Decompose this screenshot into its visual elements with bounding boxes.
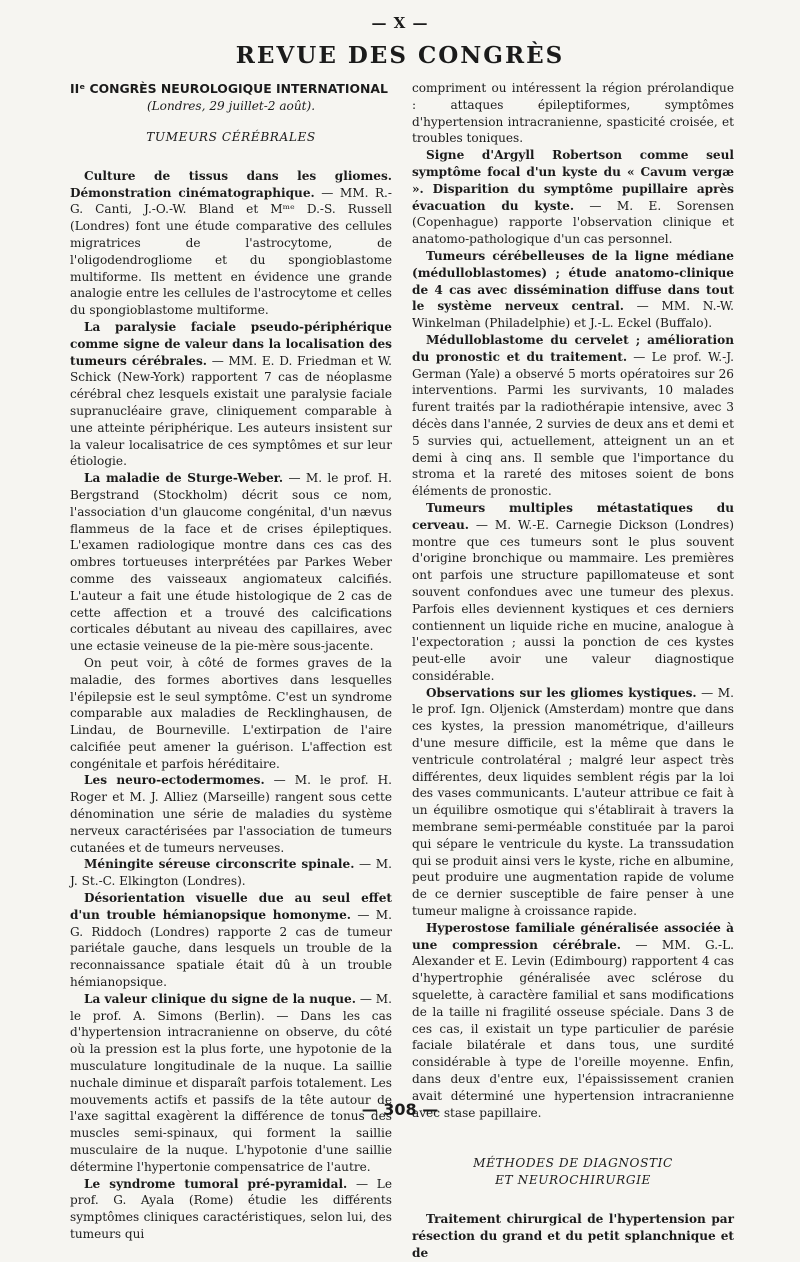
paragraph	[70, 470, 392, 655]
paragraph	[70, 772, 392, 856]
paragraph	[70, 856, 392, 890]
paragraph-text: compriment ou intéressent la région prérolandique : attaques épileptiformes, symptômes d'hypertension intracranienne, spasticité croisée, et troubles toniques.	[412, 81, 734, 146]
paragraph-heading: Traitement chirurgical de l'hypertension par résection du grand et du petit splanchnique et de	[412, 1212, 734, 1260]
paragraph-heading: Le syndrome tumoral pré-pyramidal.	[84, 1176, 348, 1191]
conference-place: (Londres, 29 juillet-2 août).	[146, 99, 316, 113]
paragraph-heading: Méningite séreuse circonscrite spinale.	[84, 857, 355, 872]
paragraph-heading: Tumeurs cérébelleuses de la ligne médiane (médulloblastomes) ; étude anatomo-clinique de 4 cas avec dissémination diffuse dans tout le système nerveux central.	[412, 248, 734, 314]
paragraph-text: — MM. R.-G. Canti, J.-O.-W. Bland et Mᵐᵉ D.-S. Russell (Londres) font une étude comparative des cellules migratrices de l'astrocytome, de l'oligodendrogliome et du spongioblastome multiforme. Ils mettent en évidence une grande analogie entre les cellules de l'astrocytome et celles du spongioblastome multiforme.	[70, 185, 392, 318]
paragraph-heading: Culture de tissus dans les gliomes. Démonstration cinématographique.	[70, 168, 392, 200]
paragraph	[412, 685, 734, 920]
paragraph-heading: La maladie de Sturge-Weber.	[84, 471, 284, 486]
page-number: — 308 —	[361, 1100, 439, 1119]
section-title-line: MÉTHODES DE DIAGNOSTIC	[473, 1156, 673, 1171]
paragraph	[412, 332, 734, 500]
paragraph-heading: Signe d'Argyll Robertson comme seul symptôme focal d'un kyste du « Cavum vergæ ». Disparition du symptôme pupillaire après évacuation du kyste.	[412, 148, 734, 213]
paragraph-text: — MM. N.-W. Winkelman (Philadelphie) et J.-L. Eckel (Buffalo).	[412, 299, 734, 331]
paragraph-text: — M. G. Riddoch (Londres) rapporte 2 cas de tumeur pariétale gauche, dans lesquels un trouble de la reconnaissance spatiale était dû à un trouble hémianopsique.	[70, 907, 392, 990]
paragraph-text: On peut voir, à côté de formes graves de la maladie, des formes abortives dans lesquelles l'épilepsie est le seul symptôme. C'est un syndrome comparable aux maladies de Recklinghausen, de Lindau, de Bourneville. L'extirpation de l'aire calcifiée peut amener la guérison. L'affection est congénitale et parfois héréditaire.	[70, 655, 392, 771]
paragraph-heading: La paralysie faciale pseudo-périphérique comme signe de valeur dans la localisation des tumeurs cérébrales.	[70, 319, 392, 368]
right-column	[412, 80, 734, 1262]
paragraph	[70, 1176, 392, 1243]
section-title-tumeurs: TUMEURS CÉRÉBRALES	[146, 129, 316, 144]
paragraph-text: — M. W.-E. Carnegie Dickson (Londres) montre que ces tumeurs sont le plus souvent d'origine bronchique ou mammaire. Les premières ont parfois une structure papillomateuse et sont souvent confondues avec une tumeur des plexus. Parfois elles deviennent kystiques et ces derniers contiennent un liquide riche en mucine, analogue à l'expectoration ; aussi la ponction de ces kystes peut-elle avoir une valeur diagnostique considérable.	[412, 517, 734, 683]
paragraph-text: — MM. G.-L. Alexander et E. Levin (Edimbourg) rapportent 4 cas d'hypertrophie généralisée avec sclérose du squelette, à caractère familial et sans modifications de la taille ni fragilité osseuse spéciale. Dans 3 de ces cas, il existait un type particulier de parésie faciale bilatérale et dans tous, une surdité considérable à type de l'oreille moyenne. Enfin, dans deux d'entre eux, l'épaississement cranien avait déterminé une hypertension intracranienne avec stase papillaire.	[412, 937, 735, 1120]
paragraph-text: — M. le prof. Ign. Oljenick (Amsterdam) montre que dans ces kystes, la pression manométrique, d'ailleurs d'une mesure difficile, est la même que dans le ventricule controlatéral ; malgré leur aspect très différentes, deux liquides semblent régis par la loi des vases communicants. L'auteur attribue ce fait à un équilibre osmotique qui s'établirait à travers la membrane semi-perméable constituée par la paroi qui sépare le ventricule du kyste. La transsudation qui se produit ainsi vers le kyste, riche en albumine, peut produire une augmentation rapide de volume de ce dernier susceptible de faire penser à une tumeur maligne à croissance rapide.	[412, 685, 734, 919]
paragraph-heading: Observations sur les gliomes kystiques.	[426, 685, 697, 700]
paragraph-text: — MM. E. D. Friedman et W. Schick (New-York) rapportent 7 cas de néoplasme cérébral chez lesquels existait une paralysie faciale supranucléaire grave, cliniquement comparable à une atteinte périphérique. Les auteurs insistent sur la valeur localisatrice de ces symptômes et sur leur étiologie.	[70, 353, 392, 469]
paragraph-heading: Hyperostose familiale généralisée associée à une compression cérébrale.	[412, 920, 734, 952]
paragraph-text: — Le prof. G. Ayala (Rome) étudie les différents symptômes cliniques caractéristiques, selon lui, des tumeurs qui	[70, 1176, 392, 1241]
conference-title: IIᵉ CONGRÈS NEUROLOGIQUE INTERNATIONAL	[70, 81, 388, 96]
paragraph-heading: Médulloblastome du cervelet ; amélioration du pronostic et du traitement.	[412, 332, 734, 364]
paragraph-heading: Tumeurs multiples métastatiques du cerveau.	[412, 500, 734, 532]
section-title-line: ET NEUROCHIRURGIE	[495, 1173, 651, 1188]
left-column	[70, 80, 392, 1243]
paragraph	[70, 655, 392, 773]
page-marker: — X —	[371, 14, 429, 32]
paragraph	[70, 991, 392, 1176]
paragraph-text: — M. le prof. H. Roger et M. J. Alliez (Marseille) rangent sous cette dénomination une série de maladies du système nerveux caractérisées par l'association de tumeurs cutanées et de tumeurs nerveuses.	[70, 773, 393, 855]
paragraph-heading: La valeur clinique du signe de la nuque.	[84, 991, 356, 1006]
paragraph	[70, 319, 392, 470]
paragraph-text: — Le prof. W.-J. German (Yale) a observé 5 morts opératoires sur 26 interventions. Parmi les survivants, 10 malades furent traités par la radiothérapie intensive, avec 3 décès dans l'année, 2 survies de deux ans et demi et 5 survies qui, actuellement, atteignent un an et demi à cinq ans. Il semble que l'importance du stroma et la rareté des mitoses soient de bons éléments de pronostic.	[412, 349, 734, 499]
paragraph-heading: Désorientation visuelle due au seul effet d'un trouble hémianopsique homonyme.	[70, 891, 392, 922]
paragraph-text: — M. E. Sorensen (Copenhague) rapporte l'observation clinique et anatomo-pathologique d'un cas personnel.	[412, 198, 734, 247]
paragraph	[70, 890, 392, 991]
paragraph-text: — M. le prof. H. Bergstrand (Stockholm) décrit sous ce nom, l'association d'un glaucome congénital, d'un nævus flammeus de la face et de crises épileptiques. L'examen radiologique montre dans ces cas des ombres tortueuses interprétées par Parkes Weber comme des vaisseaux angiomateux calcifiés. L'auteur a fait une étude histologique de 2 cas de cette affection et a trouvé des calcifications corticales débutant au niveau des capillaires, avec une ectasie veineuse de la pie-mère sous-jacente.	[70, 471, 392, 654]
paragraph	[412, 500, 734, 685]
paragraph-text: — M. J. St.-C. Elkington (Londres).	[70, 857, 393, 889]
paragraph	[70, 168, 392, 319]
section-title-methodes	[412, 1155, 734, 1189]
page-title: REVUE DES CONGRÈS	[235, 42, 565, 69]
paragraph-heading: Les neuro-ectodermomes.	[84, 773, 265, 788]
paragraph	[412, 147, 734, 248]
paragraph	[412, 248, 734, 332]
paragraph	[412, 920, 734, 1122]
paragraph	[412, 80, 734, 147]
paragraph	[412, 1211, 734, 1261]
paragraph-text: — M. le prof. A. Simons (Berlin). — Dans les cas d'hypertension intracranienne on observe, du côté où la pression est la plus forte, une hypotonie de la musculature longitudinale de la nuque. La saillie nuchale diminue et disparaît parfois totalement. Les mouvements actifs et passifs de la tête autour de l'axe sagittal exagèrent la différence de tonus des muscles semi-spinaux, qui forment la saillie musculaire de la nuque. L'hypotonie d'une saillie détermine l'hypertonie compensatrice de l'autre.	[70, 991, 392, 1174]
